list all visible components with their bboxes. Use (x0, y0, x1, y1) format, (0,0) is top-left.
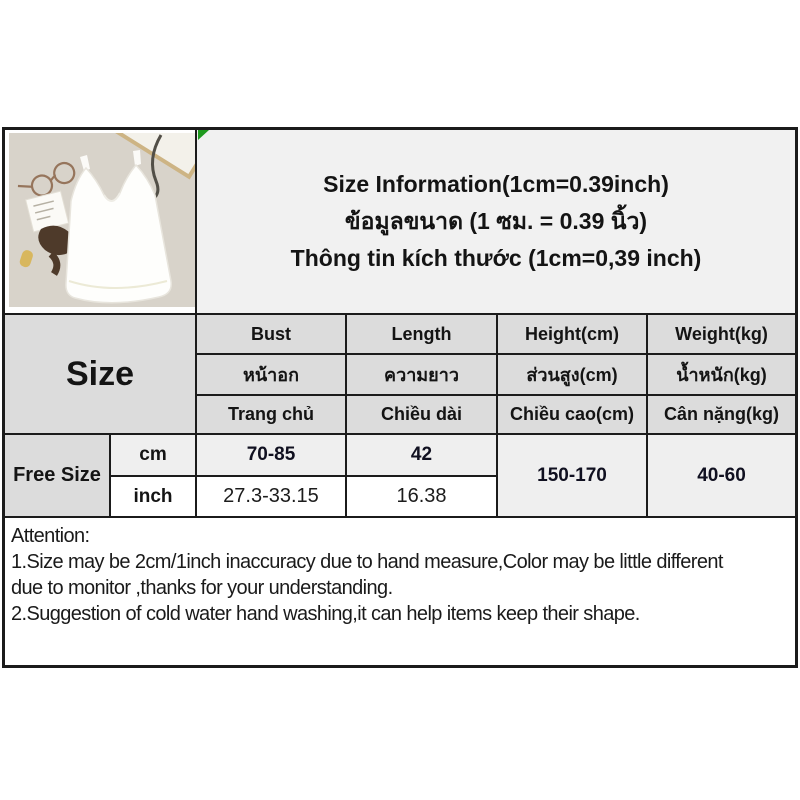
product-photo (5, 130, 195, 313)
unit-label-cm: cm (111, 435, 195, 475)
attention-line-2: due to monitor ,thanks for your understanding. (11, 577, 393, 599)
unit-label-inch: inch (111, 477, 195, 516)
header-bust-th: หน้าอก (197, 355, 345, 394)
weight-value: 40-60 (648, 435, 795, 516)
header-weight-en: Weight(kg) (648, 315, 795, 353)
picture-frame-graphic (118, 133, 195, 177)
attention-line-3: 2.Suggestion of cold water hand washing,it can help items keep their shape. (11, 603, 640, 625)
title-english: Size Information(1cm=0.39inch) (323, 171, 669, 197)
header-height-vi: Chiều cao(cm) (498, 396, 646, 433)
header-bust-en: Bust (197, 315, 345, 353)
header-height-th: ส่วนสูง(cm) (498, 355, 646, 394)
attention-note (5, 518, 795, 665)
length-value-cm: 42 (347, 435, 496, 475)
row-label-free-size: Free Size (5, 435, 109, 516)
size-info-title (197, 130, 795, 313)
size-corner-label: Size (5, 315, 195, 433)
title-vietnamese: Thông tin kích thước (1cm=0,39 inch) (290, 245, 702, 271)
size-chart-table (2, 127, 798, 668)
bust-value-cm: 70-85 (197, 435, 345, 475)
attention-line-1: 1.Size may be 2cm/1inch inaccuracy due to hand measure,Color may be little different (11, 551, 723, 573)
length-value-inch: 16.38 (347, 477, 496, 516)
header-length-vi: Chiều dài (347, 396, 496, 433)
height-value: 150-170 (498, 435, 646, 516)
header-length-th: ความยาว (347, 355, 496, 394)
card-graphic (26, 191, 69, 232)
header-height-en: Height(cm) (498, 315, 646, 353)
yellow-item-graphic (18, 249, 34, 269)
header-bust-vi: Trang chủ (197, 396, 345, 433)
title-thai: ข้อมูลขนาด (1 ซม. = 0.39 นิ้ว) (344, 208, 648, 234)
camisole-graphic (66, 150, 171, 303)
bust-value-inch: 27.3-33.15 (197, 477, 345, 516)
product-photo-art (9, 133, 195, 313)
header-weight-th: น้ำหนัก(kg) (648, 355, 795, 394)
product-photo-background (5, 130, 195, 313)
green-corner-marker-icon (198, 130, 209, 140)
header-length-en: Length (347, 315, 496, 353)
header-weight-vi: Cân nặng(kg) (648, 396, 795, 433)
attention-heading: Attention: (11, 525, 90, 547)
